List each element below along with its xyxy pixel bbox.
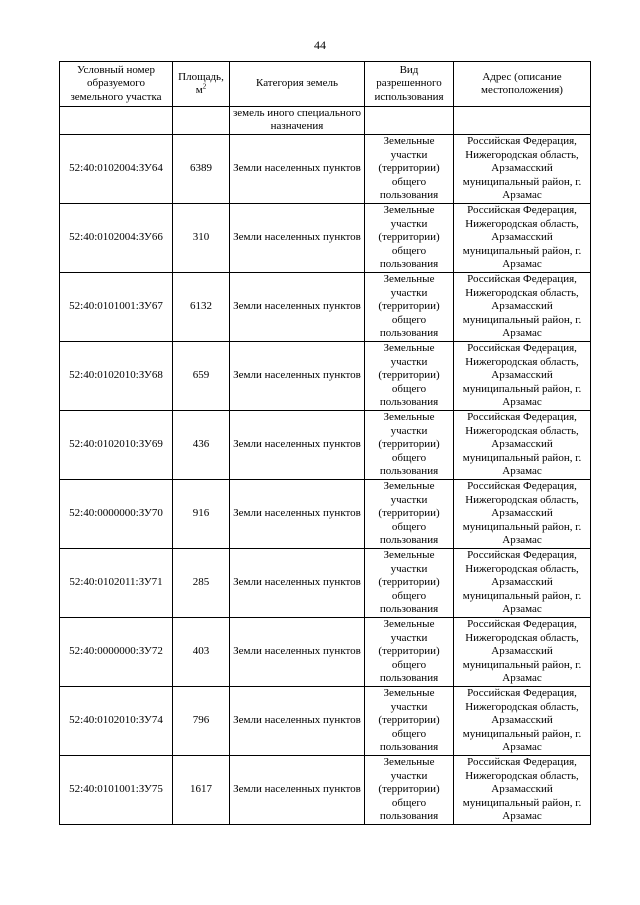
cell-plot-number: 52:40:0101001:ЗУ75 <box>60 755 173 824</box>
cell-permitted-use: Земельные участки (территории) общего пользования <box>365 341 454 410</box>
table-header-row <box>60 62 591 107</box>
page-number: 44 <box>314 38 326 52</box>
table-row <box>60 272 591 341</box>
cell-address: Российская Федерация, Нижегородская область, Арзамасский муниципальный район, г. Арзамас <box>454 617 591 686</box>
cell-address: Российская Федерация, Нижегородская область, Арзамасский муниципальный район, г. Арзамас <box>454 410 591 479</box>
cell-address: Российская Федерация, Нижегородская область, Арзамасский муниципальный район, г. Арзамас <box>454 134 591 203</box>
cell-permitted-use: Земельные участки (территории) общего пользования <box>365 203 454 272</box>
cell-category: Земли населенных пунктов <box>230 548 365 617</box>
cell-area: 310 <box>173 203 230 272</box>
cell-permitted-use: Земельные участки (территории) общего пользования <box>365 686 454 755</box>
cell-category: Земли населенных пунктов <box>230 272 365 341</box>
cell-permitted-use: Земельные участки (территории) общего пользования <box>365 548 454 617</box>
continuation-row <box>60 107 591 135</box>
table-row <box>60 686 591 755</box>
table-row <box>60 203 591 272</box>
table-row <box>60 755 591 824</box>
cell-category: Земли населенных пунктов <box>230 617 365 686</box>
cell-plot-number: 52:40:0102010:ЗУ69 <box>60 410 173 479</box>
header-permitted-use: Вид разрешенного использования <box>365 62 454 107</box>
cell-area: 285 <box>173 548 230 617</box>
cell-category: земель иного специального назначения <box>230 107 365 135</box>
cell-address: Российская Федерация, Нижегородская область, Арзамасский муниципальный район, г. Арзамас <box>454 479 591 548</box>
header-area: Площадь, $м^2$ <box>173 62 230 107</box>
cell-plot-number: 52:40:0102004:ЗУ66 <box>60 203 173 272</box>
header-address: Адрес (описание местоположения) <box>454 62 591 107</box>
cell-permitted-use: Земельные участки (территории) общего пользования <box>365 272 454 341</box>
header-land-category: Категория земель <box>230 62 365 107</box>
cell-permitted-use: Земельные участки (территории) общего пользования <box>365 755 454 824</box>
cell-category: Земли населенных пунктов <box>230 410 365 479</box>
cell-plot-number <box>60 107 173 135</box>
cell-area: 436 <box>173 410 230 479</box>
cell-address: Российская Федерация, Нижегородская область, Арзамасский муниципальный район, г. Арзамас <box>454 755 591 824</box>
cell-area <box>173 107 230 135</box>
table-row <box>60 479 591 548</box>
cell-area: 916 <box>173 479 230 548</box>
cell-area: 6389 <box>173 134 230 203</box>
cell-area: 6132 <box>173 272 230 341</box>
cell-permitted-use: Земельные участки (территории) общего пользования <box>365 410 454 479</box>
cell-address: Российская Федерация, Нижегородская область, Арзамасский муниципальный район, г. Арзамас <box>454 548 591 617</box>
cell-area: 659 <box>173 341 230 410</box>
cell-area: 796 <box>173 686 230 755</box>
cell-area: 403 <box>173 617 230 686</box>
cell-address <box>454 107 591 135</box>
cell-address: Российская Федерация, Нижегородская область, Арзамасский муниципальный район, г. Арзамас <box>454 272 591 341</box>
cell-plot-number: 52:40:0000000:ЗУ70 <box>60 479 173 548</box>
cell-area: 1617 <box>173 755 230 824</box>
cell-address: Российская Федерация, Нижегородская область, Арзамасский муниципальный район, г. Арзамас <box>454 341 591 410</box>
cell-plot-number: 52:40:0102010:ЗУ74 <box>60 686 173 755</box>
cell-category: Земли населенных пунктов <box>230 755 365 824</box>
cell-plot-number: 52:40:0102010:ЗУ68 <box>60 341 173 410</box>
cell-category: Земли населенных пунктов <box>230 203 365 272</box>
cell-permitted-use: Земельные участки (территории) общего пользования <box>365 134 454 203</box>
cell-address: Российская Федерация, Нижегородская область, Арзамасский муниципальный район, г. Арзамас <box>454 203 591 272</box>
cell-category: Земли населенных пунктов <box>230 686 365 755</box>
cell-permitted-use: Земельные участки (территории) общего пользования <box>365 617 454 686</box>
cell-category: Земли населенных пунктов <box>230 341 365 410</box>
cell-plot-number: 52:40:0102011:ЗУ71 <box>60 548 173 617</box>
table-row <box>60 548 591 617</box>
cell-plot-number: 52:40:0101001:ЗУ67 <box>60 272 173 341</box>
cell-address: Российская Федерация, Нижегородская область, Арзамасский муниципальный район, г. Арзамас <box>454 686 591 755</box>
area-unit-superscript: 2 <box>202 82 207 91</box>
table-row <box>60 617 591 686</box>
header-plot-number: Условный номер образуемого земельного участка <box>60 62 173 107</box>
table-row <box>60 410 591 479</box>
table-row <box>60 341 591 410</box>
cell-category: Земли населенных пунктов <box>230 479 365 548</box>
cell-plot-number: 52:40:0000000:ЗУ72 <box>60 617 173 686</box>
cell-permitted-use <box>365 107 454 135</box>
land-plots-table <box>59 61 591 825</box>
cell-permitted-use: Земельные участки (территории) общего пользования <box>365 479 454 548</box>
cell-category: Земли населенных пунктов <box>230 134 365 203</box>
table-row <box>60 134 591 203</box>
cell-plot-number: 52:40:0102004:ЗУ64 <box>60 134 173 203</box>
